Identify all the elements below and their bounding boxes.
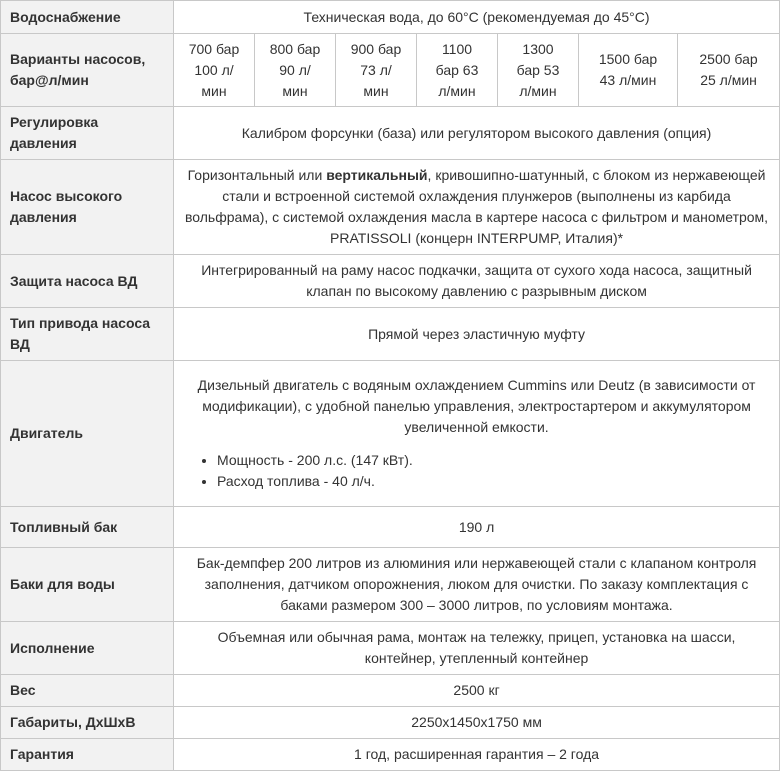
row-label: Насос высокого давления (1, 160, 174, 255)
pump-option: 900 бар 73 л/ мин (336, 34, 417, 107)
row-label: Тип привода насоса ВД (1, 308, 174, 361)
row-pressure (1, 107, 780, 160)
row-label: Гарантия (1, 739, 174, 771)
pump-option: 800 бар 90 л/ мин (255, 34, 336, 107)
row-label: Защита насоса ВД (1, 255, 174, 308)
row-drive (1, 308, 780, 361)
row-value: Горизонтальный или вертикальный, кривошипно-шатунный, с блоком из нержавеющей стали и встроенной системой охлаждения плунжеров (выполнены из карбида вольфрама), с системой охлаждения масла в картере насоса с фильтром и манометром, PRATISSOLI (концерн INTERPUMP, Италия)* (174, 160, 780, 255)
pump-option: 2500 бар 25 л/мин (678, 34, 780, 107)
row-label: Двигатель (1, 361, 174, 507)
pump-option: 1500 бар 43 л/мин (579, 34, 678, 107)
row-value (174, 361, 780, 507)
row-value: Прямой через эластичную муфту (174, 308, 780, 361)
row-label: Баки для воды (1, 548, 174, 622)
row-value: 2500 кг (174, 675, 780, 707)
row-fuel-tank (1, 507, 780, 548)
row-label: Варианты насосов, бар@л/мин (1, 34, 174, 107)
row-value: Объемная или обычная рама, монтаж на тележку, прицеп, установка на шасси, контейнер, утепленный контейнер (174, 622, 780, 675)
row-engine (1, 361, 780, 507)
row-label: Топливный бак (1, 507, 174, 548)
row-value: Интегрированный на раму насос подкачки, защита от сухого хода насоса, защитный клапан по высокому давлению с разрывным диском (174, 255, 780, 308)
row-hp-pump (1, 160, 780, 255)
row-dims (1, 707, 780, 739)
row-value: Калибром форсунки (база) или регулятором высокого давления (опция) (174, 107, 780, 160)
row-value: Техническая вода, до 60°С (рекомендуемая до 45°С) (174, 1, 780, 34)
row-label: Габариты, ДхШхВ (1, 707, 174, 739)
pump-option: 1300 бар 53 л/мин (498, 34, 579, 107)
row-value: 190 л (174, 507, 780, 548)
row-warranty (1, 739, 780, 771)
row-weight (1, 675, 780, 707)
engine-description: Дизельный двигатель с водяным охлаждением Cummins или Deutz (в зависимости от модификации), с удобной панелью управления, электростартером и аккумулятором увеличенной емкости. (197, 377, 756, 435)
row-water (1, 1, 780, 34)
list-item: • Мощность - 200 л.с. (147 кВт). (217, 450, 771, 471)
row-value: 1 год, расширенная гарантия – 2 года (174, 739, 780, 771)
row-protection (1, 255, 780, 308)
list-item: • Расход топлива - 40 л/ч. (217, 471, 771, 492)
row-design (1, 622, 780, 675)
row-label: Исполнение (1, 622, 174, 675)
engine-specs-list (182, 450, 771, 492)
pump-option: 1100 бар 63 л/мин (417, 34, 498, 107)
row-label: Вес (1, 675, 174, 707)
pump-option: 700 бар 100 л/ мин (174, 34, 255, 107)
row-value: Бак-демпфер 200 литров из алюминия или нержавеющей стали с клапаном контроля заполнения, датчиком опорожнения, люком для очистки. По заказу комплектация с баками размером 300 – 3000 литров, по условиям монтажа. (174, 548, 780, 622)
row-label: Регулировка давления (1, 107, 174, 160)
row-pumps (1, 34, 780, 107)
row-water-tanks (1, 548, 780, 622)
row-label: Водоснабжение (1, 1, 174, 34)
row-value: 2250x1450x1750 мм (174, 707, 780, 739)
